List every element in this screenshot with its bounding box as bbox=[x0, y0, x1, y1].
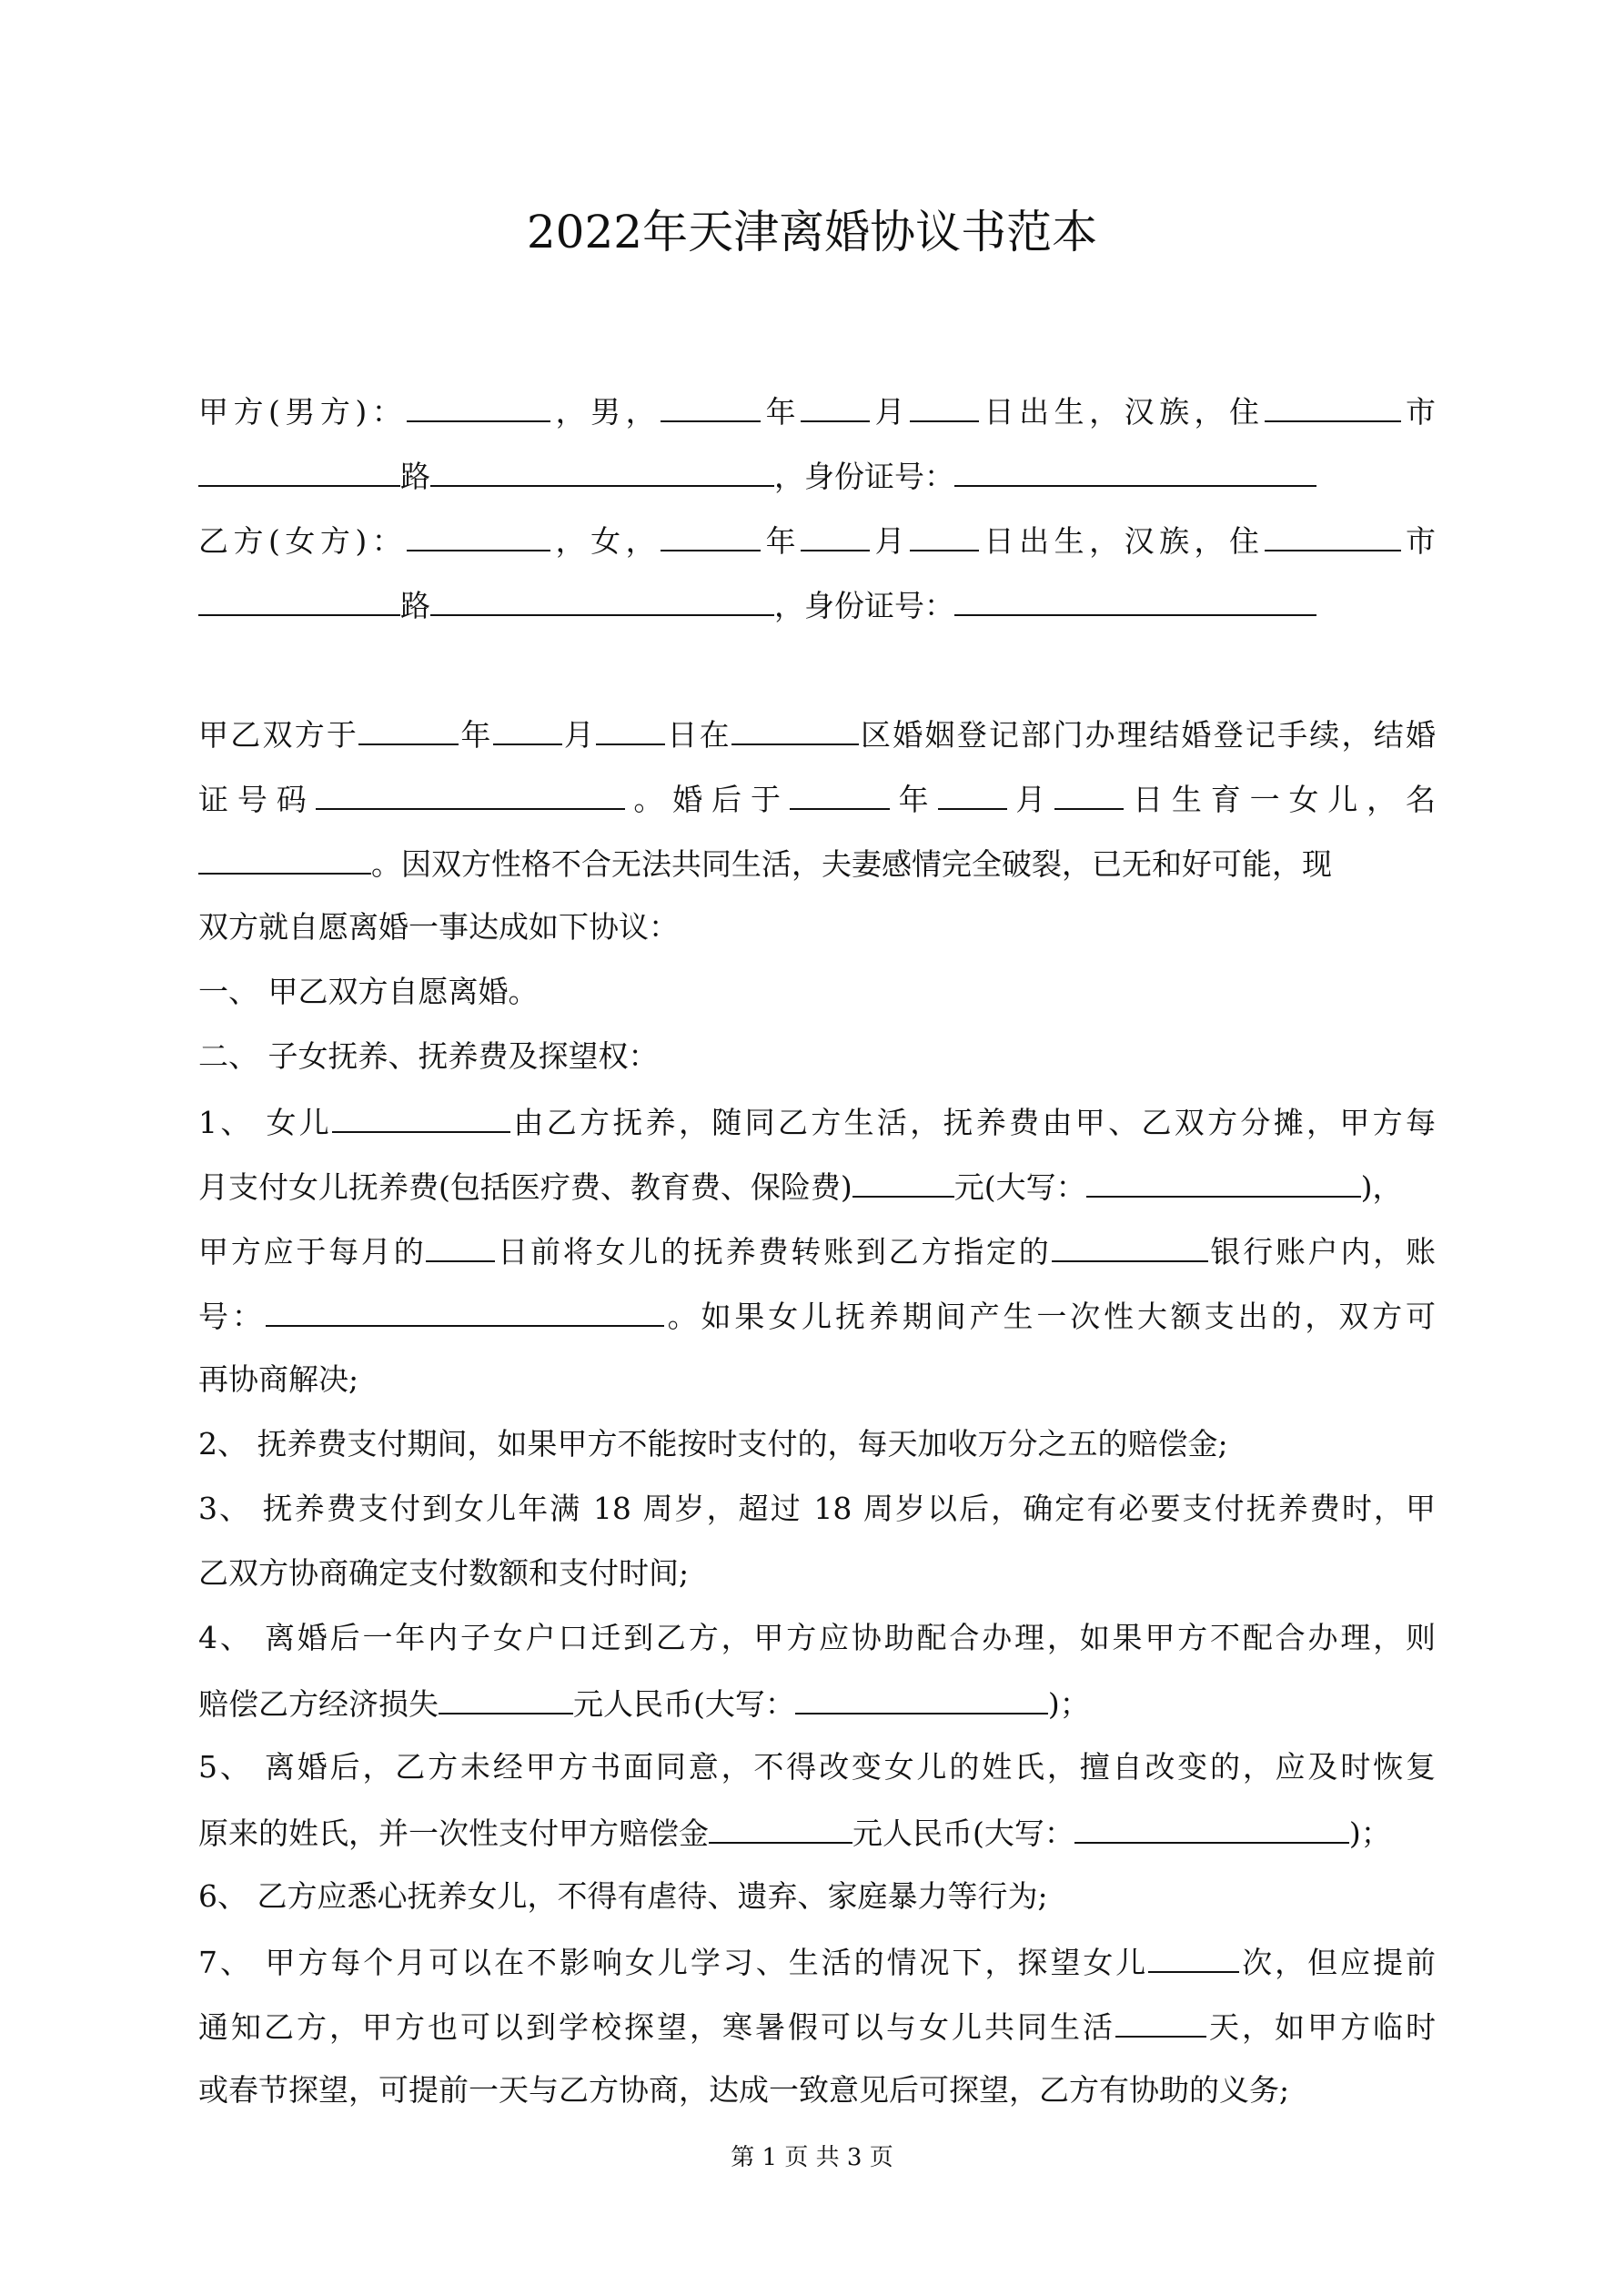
party-a-line-2 bbox=[198, 454, 1436, 498]
day-label: 日在 bbox=[665, 717, 731, 753]
child-birth-year-blank[interactable] bbox=[790, 777, 890, 810]
year-label: 年 bbox=[761, 394, 802, 430]
month-label: 月 bbox=[870, 394, 911, 430]
item-7-text: 天，如甲方临时 bbox=[1206, 2009, 1436, 2045]
intro-text: 。因双方性格不合无法共同生活，夫妻感情完全破裂，已无和好可能，现 bbox=[371, 846, 1332, 882]
city-label: 市 bbox=[1400, 523, 1437, 559]
item-1-line-5: 再协商解决; bbox=[198, 1361, 359, 1397]
item-6: 6、 乙方应悉心抚养女儿，不得有虐待、遗弃、家庭暴力等行为; bbox=[198, 1878, 1048, 1914]
year-label: 年 bbox=[889, 782, 938, 817]
support-amount-blank[interactable] bbox=[852, 1165, 954, 1198]
intro-text: 区婚姻登记部门办理结婚登记手续，结婚 bbox=[858, 717, 1437, 753]
marriage-year-blank[interactable] bbox=[358, 713, 459, 745]
marriage-district-blank[interactable] bbox=[731, 713, 859, 745]
item-4-text: 元人民币(大写： bbox=[573, 1686, 795, 1722]
party-a-line-1 bbox=[198, 389, 1436, 433]
item-7-text: 次，但应提前 bbox=[1239, 1945, 1437, 1980]
item-7-text: 7、 甲方每个月可以在不影响女儿学习、生活的情况下，探望女儿 bbox=[198, 1945, 1149, 1980]
item-7-line-1 bbox=[198, 1940, 1436, 1984]
party-a-district-blank[interactable] bbox=[198, 454, 400, 487]
item-4-line-2 bbox=[198, 1682, 1436, 1725]
page-footer: 第 1 页 共 3 页 bbox=[731, 2144, 893, 2171]
item-1-line-1 bbox=[198, 1100, 1436, 1144]
birth-ethnicity-text: 日出生，汉族，住 bbox=[979, 523, 1265, 559]
item-1-text: 月支付女儿抚养费(包括医疗费、教育费、保险费) bbox=[198, 1169, 852, 1205]
road-label: 路 bbox=[400, 588, 430, 623]
item-7-line-2 bbox=[198, 2005, 1436, 2048]
item-5-line-1 bbox=[198, 1746, 1436, 1788]
item-5-text: 元人民币(大写： bbox=[852, 1816, 1074, 1851]
document-title: 2022年天津离婚协议书范本 bbox=[526, 206, 1098, 258]
item-1-text: 1、 女儿 bbox=[198, 1105, 333, 1140]
item-3-text: 3、 抚养费支付到女儿年满 18 周岁，超过 18 周岁以后，确定有必要支付抚养费时，甲 bbox=[198, 1491, 1436, 1526]
item-1-text: 甲方应于每月的 bbox=[198, 1234, 427, 1269]
child-name-blank[interactable] bbox=[198, 842, 371, 875]
marriage-day-blank[interactable] bbox=[596, 713, 665, 745]
party-b-district-blank[interactable] bbox=[198, 583, 400, 616]
item-1-text: )， bbox=[1360, 1169, 1403, 1205]
party-a-gender: ，男， bbox=[550, 394, 661, 430]
party-b-name-blank[interactable] bbox=[407, 519, 550, 551]
road-label: 路 bbox=[400, 459, 430, 494]
item-5-text: 5、 离婚后，乙方未经甲方书面同意，不得改变女儿的姓氏，擅自改变的，应及时恢复 bbox=[198, 1749, 1436, 1785]
intro-text: 甲乙双方于 bbox=[198, 717, 359, 753]
year-label: 年 bbox=[761, 523, 802, 559]
id-number-label: ，身份证号： bbox=[774, 588, 954, 623]
item-3-line-2: 乙双方协商确定支付数额和支付时间; bbox=[198, 1555, 690, 1591]
intro-line-1 bbox=[198, 713, 1436, 756]
item-4-line-1 bbox=[198, 1617, 1436, 1659]
bank-name-blank[interactable] bbox=[1052, 1229, 1208, 1262]
party-a-road-blank[interactable] bbox=[430, 454, 774, 487]
party-a-label: 甲方(男方)： bbox=[198, 394, 408, 430]
party-b-birth-year-blank[interactable] bbox=[661, 519, 761, 551]
party-b-city-blank[interactable] bbox=[1265, 519, 1401, 551]
party-a-birth-year-blank[interactable] bbox=[661, 389, 761, 422]
compensation-words-blank[interactable] bbox=[795, 1682, 1048, 1714]
item-4-text: 赔偿乙方经济损失 bbox=[198, 1686, 439, 1722]
item-1-text: 元(大写： bbox=[953, 1169, 1086, 1205]
party-b-road-blank[interactable] bbox=[430, 583, 774, 616]
holiday-days-blank[interactable] bbox=[1115, 2005, 1206, 2038]
party-b-id-blank[interactable] bbox=[954, 583, 1316, 616]
surname-compensation-blank[interactable] bbox=[709, 1811, 852, 1844]
item-4-text: )； bbox=[1047, 1686, 1090, 1722]
compensation-amount-blank[interactable] bbox=[439, 1682, 573, 1714]
party-a-id-blank[interactable] bbox=[954, 454, 1316, 487]
party-b-line-1 bbox=[198, 519, 1436, 562]
item-3-line-1 bbox=[198, 1488, 1436, 1530]
item-1-line-4 bbox=[198, 1294, 1436, 1338]
month-label: 月 bbox=[870, 523, 911, 559]
party-b-birth-month-blank[interactable] bbox=[801, 519, 870, 551]
child-birth-month-blank[interactable] bbox=[938, 777, 1007, 810]
party-a-birth-month-blank[interactable] bbox=[801, 389, 870, 422]
account-number-blank[interactable] bbox=[266, 1294, 664, 1327]
marriage-month-blank[interactable] bbox=[493, 713, 562, 745]
certificate-number-blank[interactable] bbox=[316, 777, 625, 810]
item-1-text: 由乙方抚养，随同乙方生活，抚养费由甲、乙双方分摊，甲方每 bbox=[510, 1105, 1436, 1140]
item-7-line-3: 或春节探望，可提前一天与乙方协商，达成一致意见后可探望，乙方有协助的义务; bbox=[198, 2072, 1290, 2108]
item-1-line-2 bbox=[198, 1165, 1436, 1209]
party-b-gender: ，女， bbox=[550, 523, 661, 559]
year-label: 年 bbox=[459, 717, 493, 753]
item-5-line-2 bbox=[198, 1811, 1436, 1855]
surname-compensation-words-blank[interactable] bbox=[1074, 1811, 1349, 1844]
intro-line-4: 双方就自愿离婚一事达成如下协议： bbox=[198, 909, 679, 945]
party-b-label: 乙方(女方)： bbox=[198, 523, 408, 559]
certificate-label: 证号码 bbox=[198, 782, 316, 817]
child-birth-day-blank[interactable] bbox=[1054, 777, 1124, 810]
item-5-text: 原来的姓氏，并一次性支付甲方赔偿金 bbox=[198, 1816, 709, 1851]
party-b-line-2 bbox=[198, 583, 1436, 627]
item-2: 2、 抚养费支付期间，如果甲方不能按时支付的，每天加收万分之五的赔偿金; bbox=[198, 1426, 1228, 1462]
month-label: 月 bbox=[1006, 782, 1055, 817]
visit-count-blank[interactable] bbox=[1148, 1940, 1239, 1973]
intro-text: 。婚后于 bbox=[624, 782, 790, 817]
id-number-label: ，身份证号： bbox=[774, 459, 954, 494]
item-1-text: 银行账户内，账 bbox=[1207, 1234, 1436, 1269]
daughter-name-blank[interactable] bbox=[332, 1100, 510, 1133]
party-a-birth-day-blank[interactable] bbox=[910, 389, 979, 422]
intro-line-3 bbox=[198, 842, 1436, 885]
item-5-text: )； bbox=[1348, 1816, 1391, 1851]
birth-ethnicity-text: 日出生，汉族，住 bbox=[979, 394, 1265, 430]
item-1-text: 日前将女儿的抚养费转账到乙方指定的 bbox=[495, 1234, 1052, 1269]
support-amount-words-blank[interactable] bbox=[1086, 1165, 1361, 1198]
party-a-city-blank[interactable] bbox=[1265, 389, 1401, 422]
item-4-text: 4、 离婚后一年内子女户口迁到乙方，甲方应协助配合办理，如果甲方不配合办理，则 bbox=[198, 1620, 1436, 1655]
payment-day-blank[interactable] bbox=[426, 1229, 495, 1262]
item-7-text: 通知乙方，甲方也可以到学校探望，寒暑假可以与女儿共同生活 bbox=[198, 2009, 1115, 2045]
item-1-text: 号： bbox=[198, 1299, 266, 1334]
item-1-text: 。如果女儿抚养期间产生一次性大额支出的，双方可 bbox=[663, 1299, 1437, 1334]
intro-line-2 bbox=[198, 777, 1436, 821]
party-b-birth-day-blank[interactable] bbox=[910, 519, 979, 551]
item-1-line-3 bbox=[198, 1229, 1436, 1273]
section-2: 二、 子女抚养、抚养费及探望权： bbox=[198, 1038, 659, 1074]
intro-text: 日生育一女儿，名 bbox=[1124, 782, 1437, 817]
month-label: 月 bbox=[561, 717, 597, 753]
city-label: 市 bbox=[1400, 394, 1437, 430]
section-1: 一、 甲乙双方自愿离婚。 bbox=[198, 974, 539, 1009]
party-a-name-blank[interactable] bbox=[407, 389, 550, 422]
